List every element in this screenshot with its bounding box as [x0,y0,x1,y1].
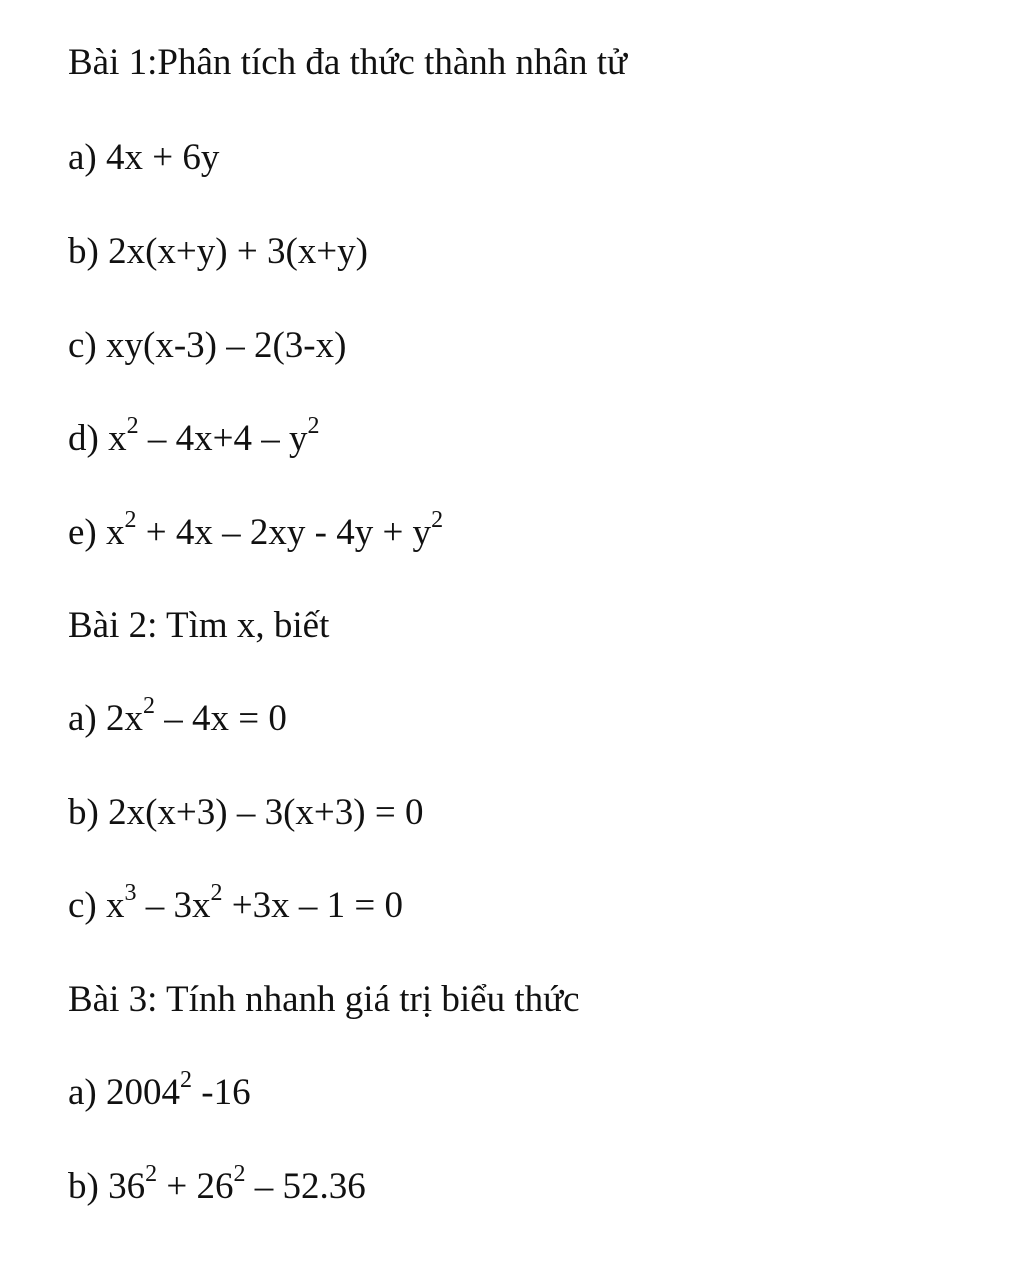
exponent: 2 [124,506,137,533]
expression-text: – 3x [136,885,211,926]
expression-text: x [108,418,127,459]
exercise-1-item-b [68,230,368,274]
exponent: 2 [143,692,155,719]
item-label: c) [68,885,97,926]
exercise-2-title: Bài 2: Tìm x, biết [68,605,330,646]
exponent: 3 [124,879,137,906]
exponent: 2 [126,412,139,439]
exponent: 2 [145,1160,158,1187]
item-label: a) [68,137,97,178]
exercise-3-item-b [68,1160,366,1209]
expression-text: – 4x = 0 [155,698,287,739]
exercise-1-item-e [68,506,444,555]
expression-text: 2004 [106,1072,180,1113]
expression-text: + 26 [157,1166,234,1207]
item-label: b) [68,231,99,272]
expression-text: x [106,885,125,926]
expression-text: 2x(x+y) + 3(x+y) [108,231,368,272]
expression-text: + 4x – 2xy - 4y + y [136,512,432,553]
expression-text: xy(x-3) – 2(3-x) [106,325,347,366]
exercise-3-item-a [68,1066,251,1115]
expression-text: +3x – 1 = 0 [222,885,403,926]
exercise-2-item-a [68,692,287,741]
item-label: a) [68,698,97,739]
item-label: d) [68,418,99,459]
expression-text: x [106,512,125,553]
expression-text: 2x [106,698,143,739]
exercise-1-item-c [68,324,346,368]
item-label: e) [68,512,97,553]
item-label: b) [68,1166,99,1207]
exponent: 2 [210,879,223,906]
exponent: 2 [180,1066,192,1093]
exponent: 2 [233,1160,246,1187]
item-label: b) [68,792,99,833]
expression-text: – 52.36 [245,1166,366,1207]
exercise-1-title: Bài 1:Phân tích đa thức thành nhân tử [68,42,628,83]
expression-text: 2x(x+3) – 3(x+3) = 0 [108,792,424,833]
item-label: c) [68,325,97,366]
exercise-2-item-b [68,791,423,835]
exercise-1-item-d [68,412,320,461]
exponent: 2 [307,412,320,439]
expression-text: – 4x+4 – y [138,418,308,459]
exercise-1-item-a [68,136,219,180]
expression-text: 36 [108,1166,146,1207]
expression-text: -16 [192,1072,251,1113]
expression-text: 4x + 6y [106,137,220,178]
item-label: a) [68,1072,97,1113]
exercise-3-title: Bài 3: Tính nhanh giá trị biểu thức [68,979,580,1020]
exercise-2-item-c [68,879,403,928]
exponent: 2 [431,506,444,533]
